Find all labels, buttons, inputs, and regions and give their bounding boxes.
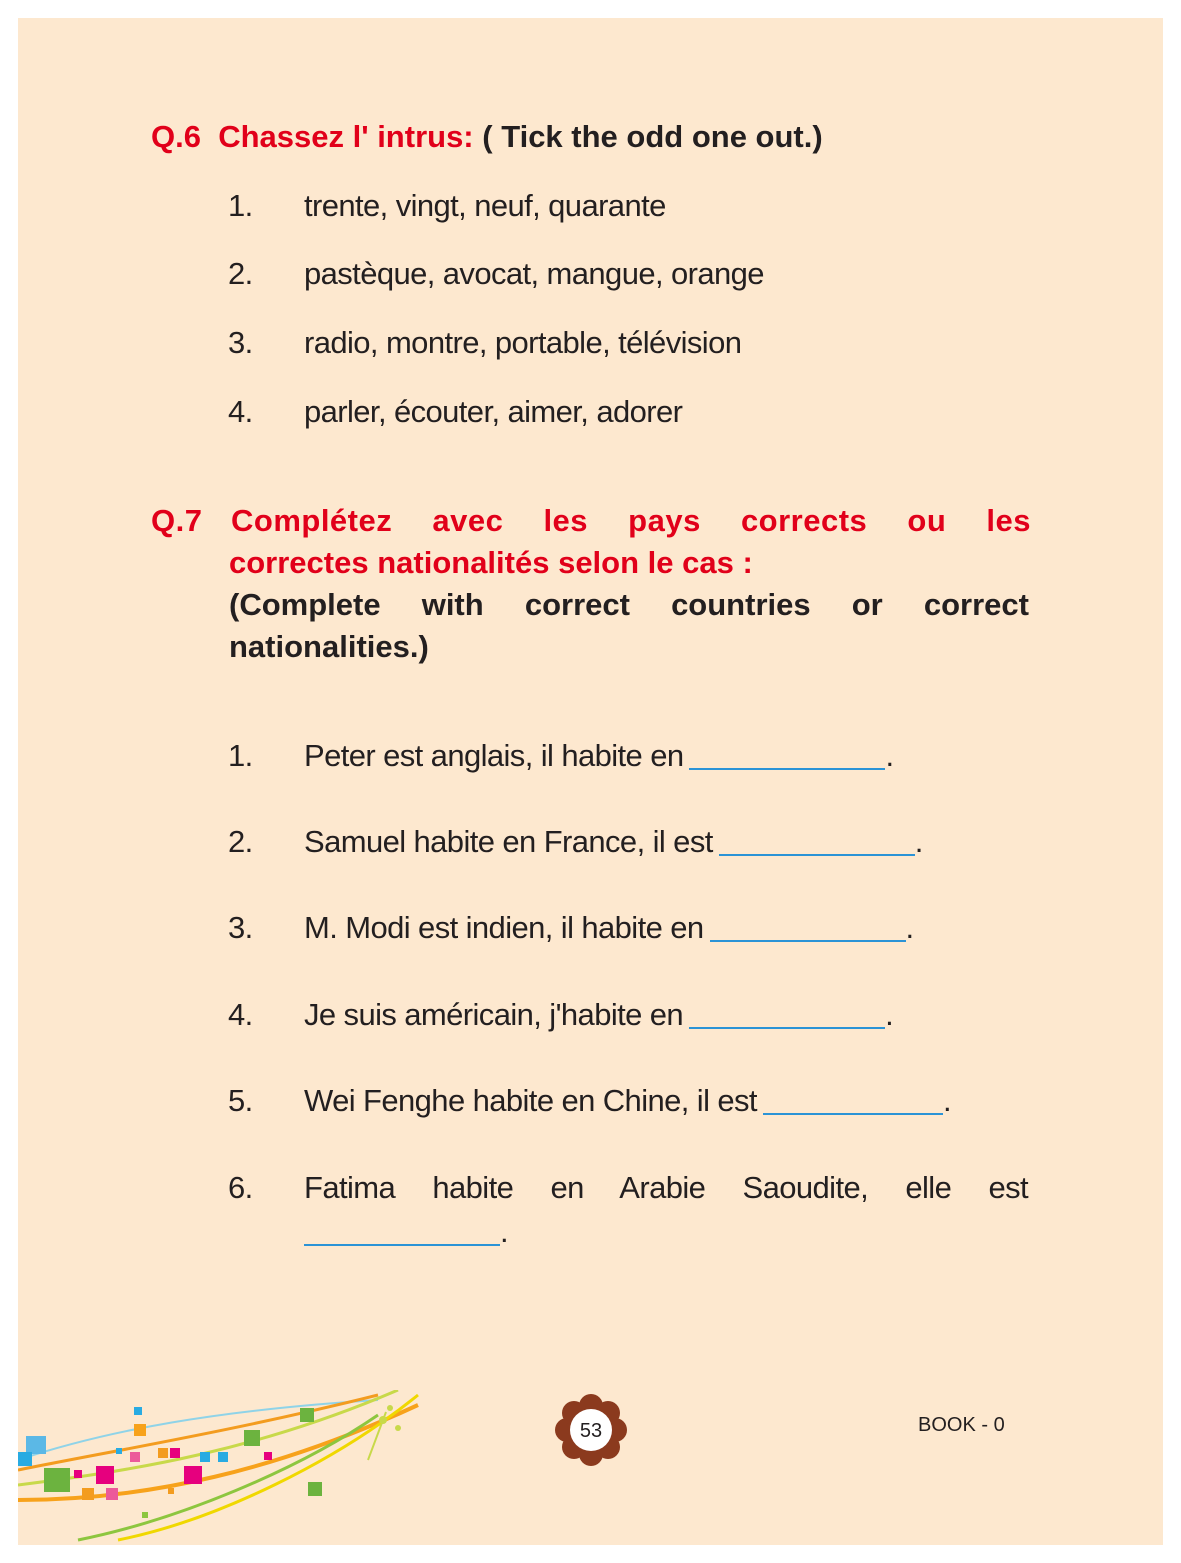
item-end: . [905,910,914,945]
item-text: Je suis américain, j'habite en [304,997,684,1032]
item-number: 2. [228,824,253,859]
item-text: radio, montre, portable, télévision [304,325,742,360]
q7-number: Q.7 [151,503,203,538]
item-number: 4. [228,997,253,1032]
q6-title-en: ( Tick the odd one out.) [482,119,823,154]
item-end: . [885,997,894,1032]
answer-blank[interactable] [710,939,906,942]
item-number: 1. [228,738,253,773]
item-number: 6. [228,1170,253,1205]
item-end: . [885,738,894,773]
item-end: . [942,1083,951,1118]
q7-title-fr-line2: correctes nationalités selon le cas : [229,544,753,580]
item-text: M. Modi est indien, il habite en [304,910,704,945]
q7-heading [151,500,1031,667]
page-number-flower-icon [555,1394,627,1466]
item-end: . [500,1214,509,1249]
item-number: 5. [228,1083,253,1118]
q7-title-en-line2: nationalities.) [229,628,429,664]
page-sheet [18,18,1163,1545]
item-number: 3. [228,910,253,945]
item-number: 4. [228,394,253,429]
decorative-swirl-graphic [18,1390,438,1545]
item-number: 2. [228,256,253,291]
answer-blank[interactable] [304,1243,500,1246]
q7-item-6 [228,1170,1028,1260]
item-text: trente, vingt, neuf, quarante [304,188,666,223]
answer-blank[interactable] [763,1112,943,1115]
page-number: 53 [579,1420,603,1442]
item-text: pastèque, avocat, mangue, orange [304,256,764,291]
book-label: BOOK - 0 [918,1414,1005,1436]
answer-blank[interactable] [689,1026,885,1029]
q6-heading [151,116,823,158]
q7-title-fr-line1: Complétez avec les pays corrects ou les [231,503,1031,538]
q7-title-en-line1: (Complete with correct countries or correct [229,586,1029,622]
q6-title-fr: Chassez l' intrus: [218,119,474,154]
item-number: 1. [228,188,253,223]
item-text: Peter est anglais, il habite en [304,738,684,773]
item-end: . [914,824,923,859]
q6-number: Q.6 [151,119,201,154]
item-text: parler, écouter, aimer, adorer [304,394,683,429]
item-text: Samuel habite en France, il est [304,824,713,859]
item-text: Wei Fenghe habite en Chine, il est [304,1083,757,1118]
answer-blank[interactable] [689,767,885,770]
item-number: 3. [228,325,253,360]
item-text: Fatima habite en Arabie Saoudite, elle est [304,1170,1028,1205]
answer-blank[interactable] [719,853,915,856]
